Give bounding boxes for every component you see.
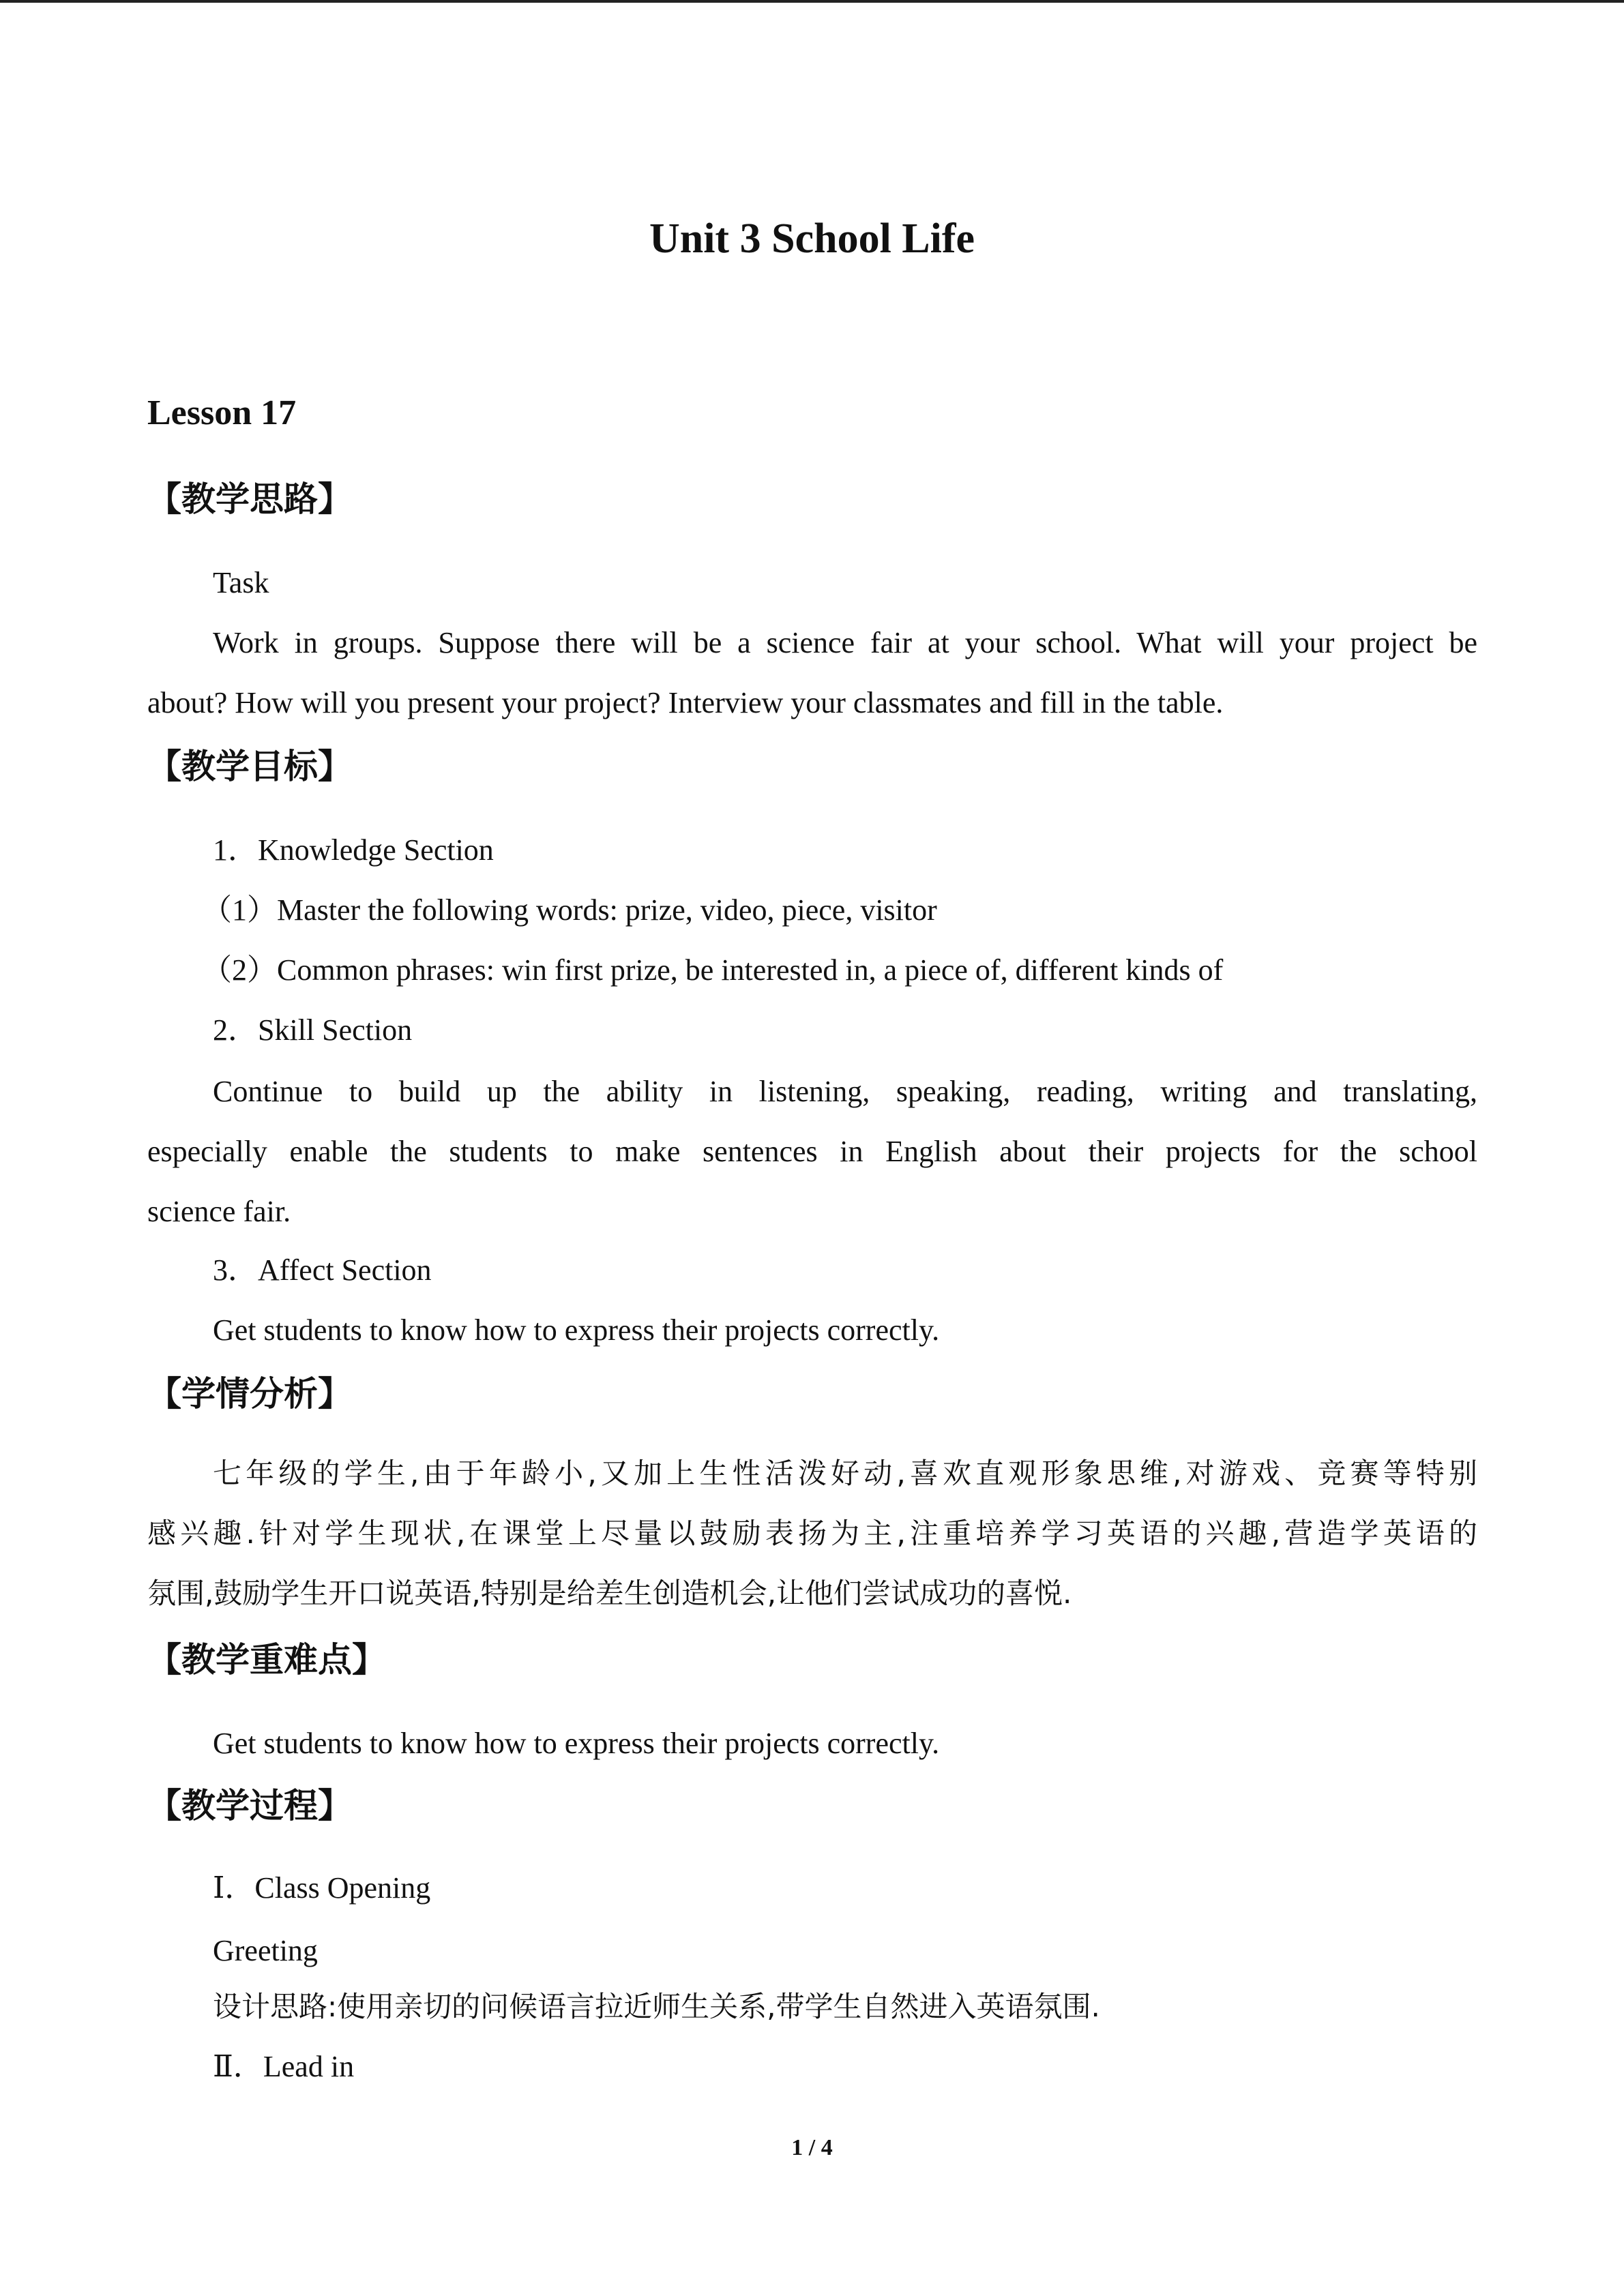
task-line: about? How will you present your project? Interview your classmates and fill in the table.: [147, 686, 1224, 719]
skill-line: Continue to build up the ability in listening, speaking, reading, writing and translating,: [213, 1075, 1477, 1108]
step-title: Ⅱ．Lead in: [213, 2050, 355, 2083]
page-number: 1 / 4: [791, 2135, 833, 2160]
analysis-line: 感兴趣.针对学生现状,在课堂上尽量以鼓励表扬为主,注重培养学习英语的兴趣,营造学英语的: [147, 1517, 1477, 1550]
knowledge-section-title: 1．Knowledge Section: [213, 833, 494, 867]
lesson-number: Lesson 17: [147, 393, 297, 432]
skill-line: especially enable the students to make sentences in English about their projects for the school: [147, 1135, 1477, 1168]
knowledge-item: （1）Master the following words: prize, video, piece, visitor: [202, 893, 937, 927]
step-design-note: 设计思路:使用亲切的问候语言拉近师生关系,带学生自然进入英语氛围.: [213, 1990, 1100, 2023]
step-title: Ⅰ．Class Opening: [213, 1871, 431, 1905]
knowledge-item: （2）Common phrases: win first prize, be interested in, a piece of, different kinds of: [202, 953, 1224, 987]
affect-section-title: 3．Affect Section: [213, 1253, 432, 1287]
task-label: Task: [213, 566, 269, 599]
section-heading-teaching-goals: 【教学目标】: [147, 747, 352, 786]
step-greeting: Greeting: [213, 1934, 318, 1967]
task-line: Work in groups. Suppose there will be a science fair at your school. What will your project be: [213, 626, 1477, 659]
section-heading-teaching-idea: 【教学思路】: [147, 479, 352, 519]
skill-line: science fair.: [147, 1195, 291, 1228]
top-border-line: [0, 0, 1624, 3]
analysis-line: 七年级的学生,由于年龄小,又加上生性活泼好动,喜欢直观形象思维,对游戏、竞赛等特别: [213, 1457, 1477, 1490]
skill-section-title: 2．Skill Section: [213, 1013, 413, 1047]
section-heading-key-points: 【教学重难点】: [147, 1640, 386, 1680]
document-title: Unit 3 School Life: [649, 215, 975, 262]
analysis-line: 氛围,鼓励学生开口说英语,特别是给差生创造机会,让他们尝试成功的喜悦.: [147, 1577, 1072, 1610]
affect-text: Get students to know how to express their projects correctly.: [213, 1313, 940, 1347]
section-heading-student-analysis: 【学情分析】: [147, 1374, 352, 1414]
section-heading-process: 【教学过程】: [147, 1786, 352, 1825]
key-points-text: Get students to know how to express their projects correctly.: [213, 1727, 940, 1760]
